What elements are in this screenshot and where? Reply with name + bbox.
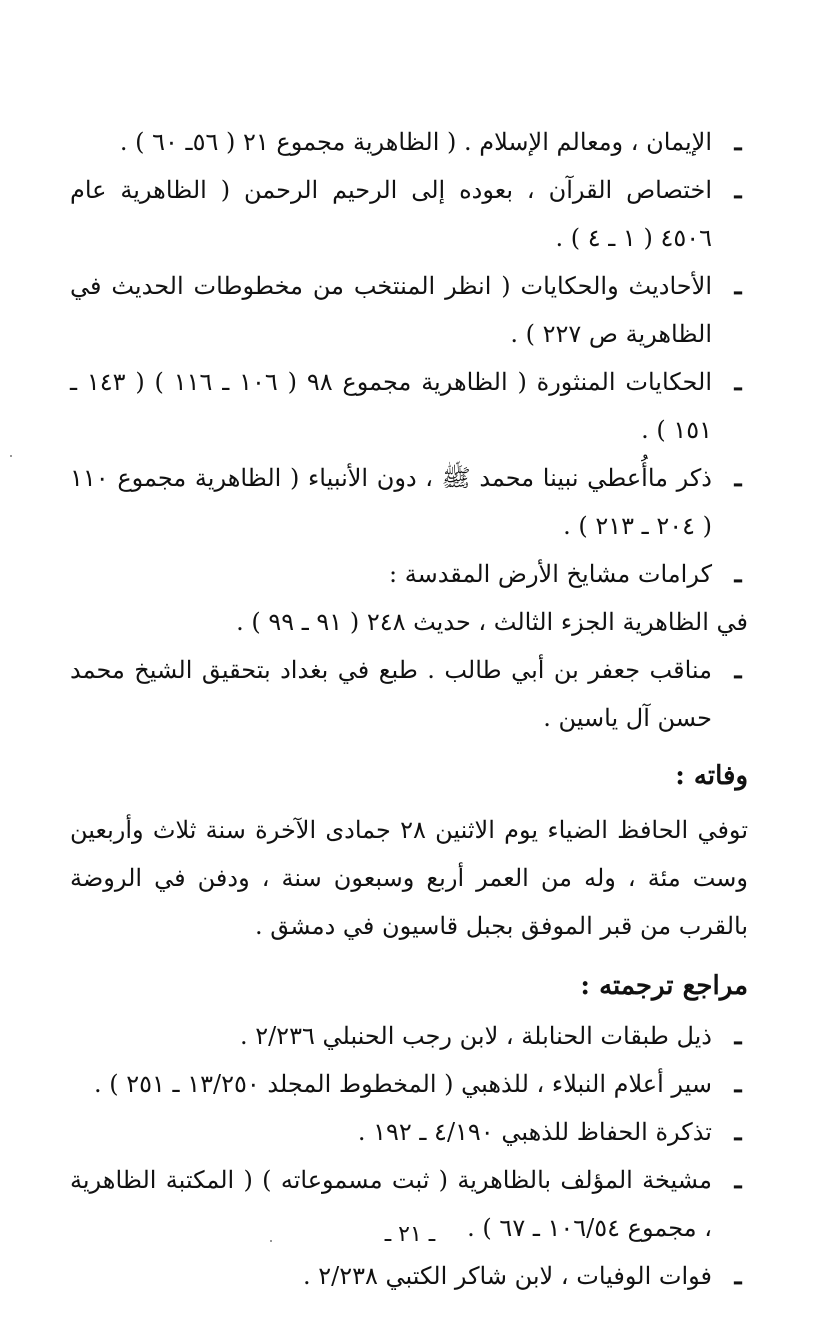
list-item bbox=[70, 550, 748, 598]
list-bullet: ـ bbox=[734, 367, 742, 396]
list-bullet: ـ bbox=[734, 655, 742, 684]
list-item-text: تذكرة الحفاظ للذهبي ٤/١٩٠ ـ ١٩٢ . bbox=[357, 1118, 712, 1146]
list-item bbox=[70, 1060, 748, 1108]
references-heading: مراجع ترجمته : bbox=[580, 971, 748, 1001]
list-item-text: ذكر ماأُعطي نبينا محمد ﷺ ، دون الأنبياء ( الظاهرية مجموع ١١٠ ( ٢٠٤ ـ ٢١٣ ) . bbox=[70, 464, 712, 540]
list-item-text: ذيل طبقات الحنابلة ، لابن رجب الحنبلي ٢/٢٣٦ . bbox=[239, 1022, 712, 1050]
list-item bbox=[70, 454, 748, 550]
list-bullet: ـ bbox=[734, 271, 742, 300]
list-bullet: ـ bbox=[734, 1261, 742, 1290]
list-bullet: ـ bbox=[734, 175, 742, 204]
list-item-text: سير أعلام النبلاء ، للذهبي ( المخطوط المجلد ١٣/٢٥٠ ـ ٢٥١ ) . bbox=[93, 1070, 712, 1098]
list-bullet: ـ bbox=[734, 1117, 742, 1146]
list-item-text: الحكايات المنثورة ( الظاهرية مجموع ٩٨ ( ١٠٦ ـ ١١٦ ) ( ١٤٣ ـ ١٥١ ) . bbox=[70, 368, 712, 444]
page-number: ـ ٢١ ـ bbox=[384, 1222, 436, 1247]
list-item-text: فوات الوفيات ، لابن شاكر الكتبي ٢/٢٣٨ . bbox=[302, 1262, 712, 1290]
list-item-text: الأحاديث والحكايات ( انظر المنتخب من مخطوطات الحديث في الظاهرية ص ٢٢٧ ) . bbox=[70, 272, 712, 348]
list-item-subline: في الظاهرية الجزء الثالث ، حديث ٢٤٨ ( ٩١ ـ ٩٩ ) . bbox=[236, 608, 748, 636]
list-bullet: ـ bbox=[734, 463, 742, 492]
list-item-text: اختصاص القرآن ، بعوده إلى الرحيم الرحمن ( الظاهرية عام ٤٥٠٦ ( ١ ـ ٤ ) . bbox=[70, 176, 712, 252]
list-item bbox=[70, 262, 748, 358]
list-bullet: ـ bbox=[734, 559, 742, 588]
works-list bbox=[70, 118, 748, 742]
scan-speck bbox=[270, 1240, 272, 1242]
references-list bbox=[70, 1012, 748, 1300]
list-bullet: ـ bbox=[734, 127, 742, 156]
list-bullet: ـ bbox=[734, 1165, 742, 1194]
list-item bbox=[70, 1252, 748, 1300]
list-bullet: ـ bbox=[734, 1069, 742, 1098]
death-paragraph: توفي الحافظ الضياء يوم الاثنين ٢٨ جمادى الآخرة سنة ثلاث وأربعين وست مئة ، وله من العمر أربع وسبعون سنة ، ودفن في الروضة بالقرب من قبر الموفق بجبل قاسيون في دمشق . bbox=[70, 816, 749, 940]
list-item bbox=[70, 358, 748, 454]
list-item-text: الإيمان ، ومعالم الإسلام . ( الظاهرية مجموع ٢١ ( ٥٦ـ ٦٠ ) . bbox=[119, 128, 712, 156]
list-item bbox=[70, 118, 748, 166]
list-item-text: مشيخة المؤلف بالظاهرية ( ثبت مسموعاته ) ( المكتبة الظاهرية ، مجموع ١٠٦/٥٤ ـ ٦٧ ) . bbox=[70, 1166, 712, 1242]
scan-speck bbox=[10, 455, 12, 457]
list-item-text: مناقب جعفر بن أبي طالب . طبع في بغداد بتحقيق الشيخ محمد حسن آل ياسين . bbox=[70, 656, 712, 732]
list-item-text: كرامات مشايخ الأرض المقدسة : bbox=[389, 560, 712, 588]
list-item bbox=[70, 1108, 748, 1156]
list-item bbox=[70, 1012, 748, 1060]
page-content bbox=[70, 118, 748, 1300]
death-heading: وفاته : bbox=[675, 761, 748, 791]
list-item bbox=[70, 646, 748, 742]
list-bullet: ـ bbox=[734, 1021, 742, 1050]
list-item bbox=[70, 166, 748, 262]
